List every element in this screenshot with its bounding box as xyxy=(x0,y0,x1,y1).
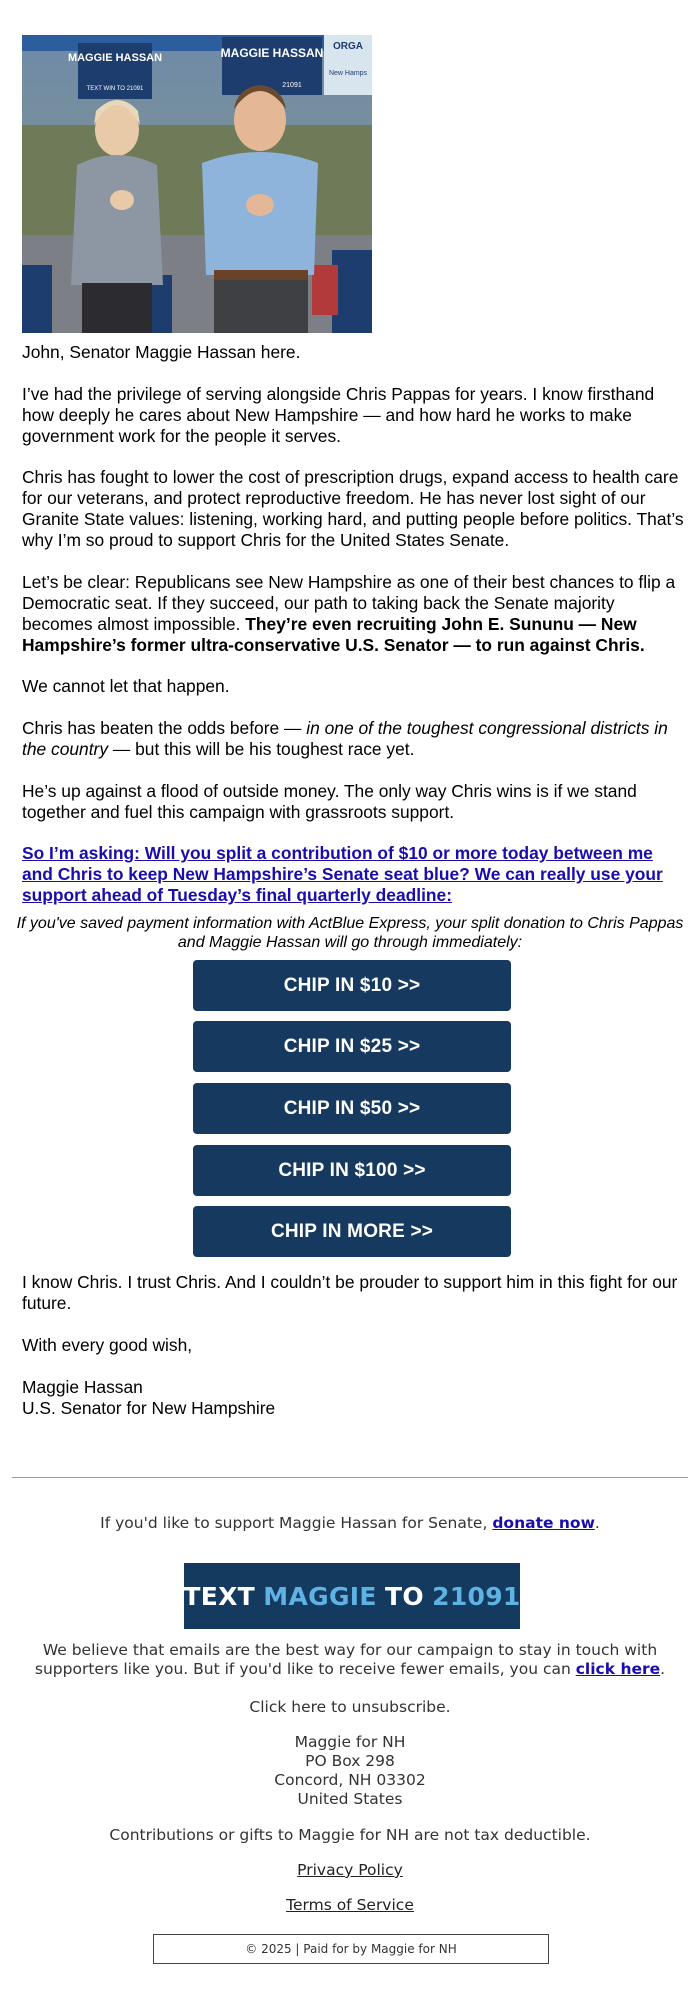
banner-number: 21091 xyxy=(432,1581,521,1611)
terms-row xyxy=(14,1896,686,1915)
privacy-policy-link[interactable]: Privacy Policy xyxy=(297,1861,403,1879)
email-frequency-period: . xyxy=(660,1660,666,1678)
svg-text:MAGGIE HASSAN: MAGGIE HASSAN xyxy=(220,46,324,60)
actblue-express-note: If you've saved payment information with ActBlue Express, your split donation to Chris Pappas and Maggie Hassan will go through immediately: xyxy=(16,915,684,951)
paragraph-5-text-a: Chris has beaten the odds before — xyxy=(22,718,307,738)
tax-disclaimer: Contributions or gifts to Maggie for NH are not tax deductible. xyxy=(109,1826,591,1844)
unsubscribe-link[interactable]: Click here to unsubscribe. xyxy=(249,1698,451,1716)
support-line xyxy=(14,1514,686,1533)
address-line-3: Concord, NH 03302 xyxy=(274,1771,426,1789)
signature-title: U.S. Senator for New Hampshire xyxy=(22,1398,276,1418)
signature-name: Maggie Hassan xyxy=(22,1377,143,1397)
sign-center xyxy=(221,37,324,95)
paragraph-3-text: Let’s be clear: Republicans see New Hampshire as one of their best chances to flip a Democratic seat. If they succeed, our path to taking back the Senate majority becomes almost impossible. xyxy=(22,572,676,634)
copyright-text: © 2025 | Paid for by Maggie for NH xyxy=(245,1942,457,1956)
paragraph-1: I’ve had the privilege of serving alongside Chris Pappas for years. I know firsthand how deeply he cares about New Hampshire — and how hard he works to make government work for the people it serves. xyxy=(22,384,655,446)
paragraph-5-text-c: — but this will be his toughest race yet. xyxy=(108,739,415,759)
svg-text:New Hamps: New Hamps xyxy=(328,70,368,77)
banner-name: MAGGIE xyxy=(263,1581,377,1611)
privacy-policy-row xyxy=(14,1861,686,1880)
support-period: . xyxy=(594,1514,600,1532)
support-text: If you'd like to support Maggie Hassan for Senate, xyxy=(100,1514,493,1532)
address-line-2: PO Box 298 xyxy=(305,1752,395,1770)
fewer-emails-link[interactable]: click here xyxy=(575,1660,661,1678)
ask-link[interactable]: So I’m asking: Will you split a contribution of $10 or more today between me and Chris to keep New Hampshire’s Senate seat blue? We can really use your support ahead of Tuesday’s final quarterly deadline: xyxy=(22,843,663,905)
svg-text:ORGA: ORGA xyxy=(333,41,363,52)
paragraph-4: We cannot let that happen. xyxy=(22,676,230,696)
svg-text:21091: 21091 xyxy=(282,82,302,89)
email-frequency-line xyxy=(14,1641,686,1679)
address-line-4: United States xyxy=(297,1790,403,1808)
chip-in-more-button[interactable]: CHIP IN MORE >> xyxy=(193,1206,511,1257)
text-maggie-banner[interactable] xyxy=(184,1563,520,1629)
paragraph-5-italic: in one of the toughest congressional districts in the country xyxy=(22,718,668,759)
banner-text-word: TEXT xyxy=(183,1581,256,1611)
sign-right xyxy=(324,35,372,95)
svg-text:MAGGIE HASSAN: MAGGIE HASSAN xyxy=(67,52,163,64)
terms-of-service-link[interactable]: Terms of Service xyxy=(286,1896,414,1914)
campaign-photo-illustration xyxy=(22,35,372,333)
paragraph-5 xyxy=(22,718,684,760)
paragraph-3 xyxy=(22,572,684,656)
address-line-1: Maggie for NH xyxy=(294,1733,406,1751)
chip-in-100-button[interactable]: CHIP IN $100 >> xyxy=(193,1145,511,1196)
donate-now-link[interactable]: donate now xyxy=(492,1514,595,1532)
greeting: John, Senator Maggie Hassan here. xyxy=(22,342,301,362)
chip-in-25-button[interactable]: CHIP IN $25 >> xyxy=(193,1021,511,1072)
paragraph-2: Chris has fought to lower the cost of prescription drugs, expand access to health care for our veterans, and protect reproductive freedom. He has never lost sight of our Granite State values: listening, working hard, and putting people before politics. That’s why I’m so proud to support Chris for the United States Senate. xyxy=(22,467,684,550)
sign-off: With every good wish, xyxy=(22,1335,193,1355)
hero-photo xyxy=(22,35,372,333)
ask-paragraph xyxy=(22,843,684,906)
svg-text:TEXT WIN TO 21091: TEXT WIN TO 21091 xyxy=(86,86,144,92)
banner-to: TO xyxy=(385,1581,424,1611)
paragraph-3-bold: They’re even recruiting John E. Sununu — New Hampshire’s former ultra-conservative U.S. Senator — to run against Chris. xyxy=(22,614,645,655)
chip-in-50-button[interactable]: CHIP IN $50 >> xyxy=(193,1083,511,1134)
chip-in-10-button[interactable]: CHIP IN $10 >> xyxy=(193,960,511,1011)
copyright-box xyxy=(153,1934,549,1964)
footer-divider xyxy=(12,1477,688,1478)
sign-left xyxy=(68,43,162,99)
paragraph-6: He’s up against a flood of outside money. The only way Chris wins is if we stand together and fuel this campaign with grassroots support. xyxy=(22,781,637,822)
closing-paragraph: I know Chris. I trust Chris. And I couldn’t be prouder to support him in this fight for our future. xyxy=(22,1272,678,1313)
email-frequency-text: We believe that emails are the best way for our campaign to stay in touch with supporters like you. But if you'd like to receive fewer emails, you can xyxy=(34,1641,658,1678)
